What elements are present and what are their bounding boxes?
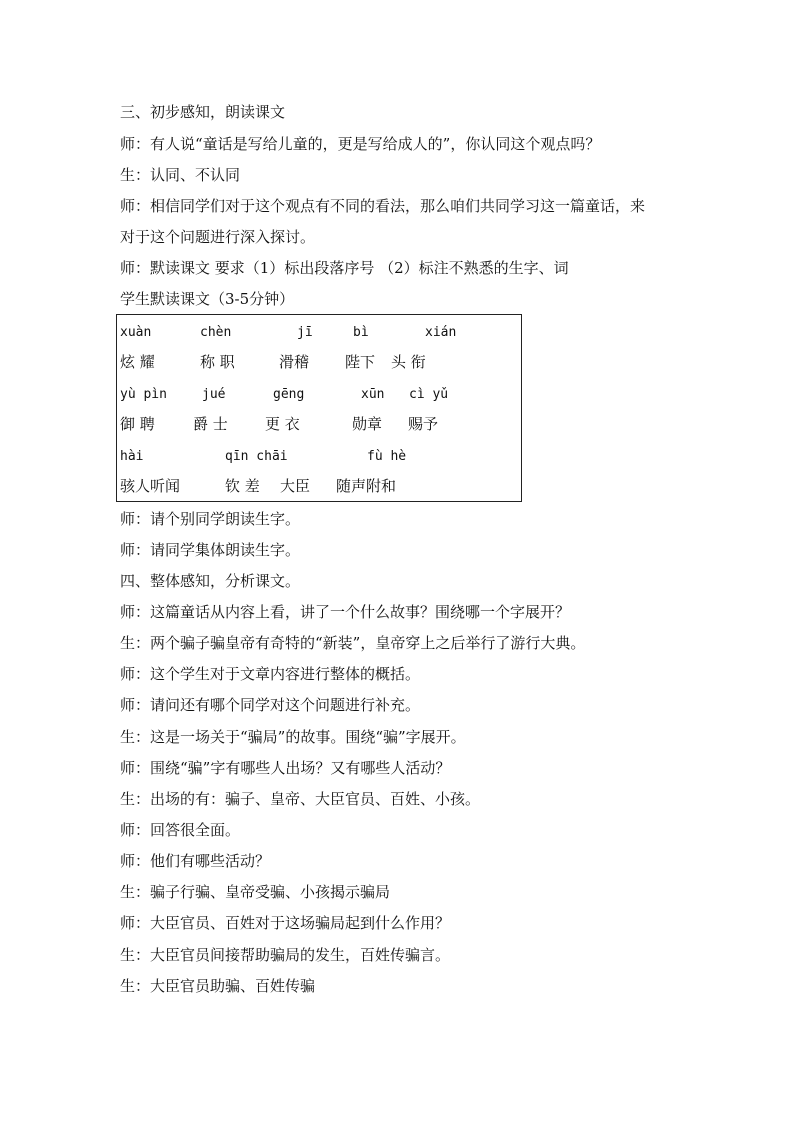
- vocab-word: 大臣: [280, 477, 311, 495]
- text-line: 学生默读课文（3-5分钟）: [120, 290, 295, 308]
- text-line: 生：认同、不认同: [120, 166, 241, 184]
- vocabulary-box: [116, 314, 522, 502]
- text-line: 生：这是一场关于“骗局”的故事。围绕“骗”字展开。: [120, 728, 466, 746]
- pinyin: cì yǔ: [409, 387, 449, 402]
- vocab-word: 爵 士: [193, 415, 228, 433]
- vocab-word: 陛下: [345, 353, 376, 371]
- text-line: 师：大臣官员、百姓对于这场骗局起到什么作用？: [120, 914, 451, 932]
- text-line: 师：这个学生对于文章内容进行整体的概括。: [120, 665, 421, 683]
- pinyin: yù pìn: [120, 387, 167, 402]
- vocab-word: 御 聘: [120, 415, 155, 433]
- vocab-word: 滑稽: [279, 353, 310, 371]
- pinyin: hài: [120, 449, 144, 464]
- pinyin: chèn: [200, 325, 232, 340]
- vocab-word: 骇人听闻: [120, 477, 181, 495]
- text-line: 师：这篇童话从内容上看，讲了一个什么故事？围绕哪一个字展开？: [120, 603, 571, 621]
- vocab-word: 称 职: [200, 353, 235, 371]
- text-line: 师：相信同学们对于这个观点有不同的看法，那么咱们共同学习这一篇童话，来: [120, 197, 646, 215]
- pinyin: fù hè: [367, 449, 407, 464]
- text-line: 生：大臣官员助骗、百姓传骗: [120, 977, 316, 995]
- pinyin: xián: [425, 325, 457, 340]
- text-line: 生：出场的有：骗子、皇帝、大臣官员、百姓、小孩。: [120, 790, 481, 808]
- vocab-word: 勋章: [352, 415, 383, 433]
- section-heading-3: 三、初步感知，朗读课文: [120, 103, 286, 121]
- text-line: 生：两个骗子骗皇帝有奇特的“新装”，皇帝穿上之后举行了游行大典。: [120, 634, 586, 652]
- text-line: 对于这个问题进行深入探讨。: [120, 228, 316, 246]
- vocab-word: 随声附和: [336, 477, 397, 495]
- text-line: 生：骗子行骗、皇帝受骗、小孩揭示骗局: [120, 883, 391, 901]
- pinyin: xuàn: [120, 325, 152, 340]
- vocab-word: 钦 差: [225, 477, 260, 495]
- text-line: 师：默读课文 要求（1）标出段落序号 （2）标注不熟悉的生字、词: [120, 259, 569, 277]
- pinyin: jī: [297, 325, 313, 340]
- vocab-word: 赐予: [408, 415, 439, 433]
- section-heading-4: 四、整体感知，分析课文。: [120, 572, 301, 590]
- pinyin: jué: [202, 387, 226, 402]
- text-line: 师：请个别同学朗读生字。: [120, 510, 301, 528]
- text-line: 师：请同学集体朗读生字。: [120, 541, 301, 559]
- text-line: 师：围绕“骗”字有哪些人出场？又有哪些人活动？: [120, 759, 451, 777]
- vocab-word: 头 衔: [391, 353, 426, 371]
- text-line: 师：回答很全面。: [120, 821, 241, 839]
- pinyin: bì: [353, 325, 369, 340]
- text-line: 师：有人说“童话是写给儿童的，更是写给成人的”，你认同这个观点吗？: [120, 135, 601, 153]
- text-line: 师：他们有哪些活动？: [120, 852, 271, 870]
- pinyin: qīn chāi: [225, 449, 288, 464]
- text-line: 生：大臣官员间接帮助骗局的发生，百姓传骗言。: [120, 946, 451, 964]
- text-line: 师：请问还有哪个同学对这个问题进行补充。: [120, 696, 421, 714]
- pinyin: gēng: [273, 387, 305, 402]
- vocab-word: 更 衣: [265, 415, 300, 433]
- vocab-word: 炫 耀: [120, 353, 155, 371]
- pinyin: xūn: [361, 387, 385, 402]
